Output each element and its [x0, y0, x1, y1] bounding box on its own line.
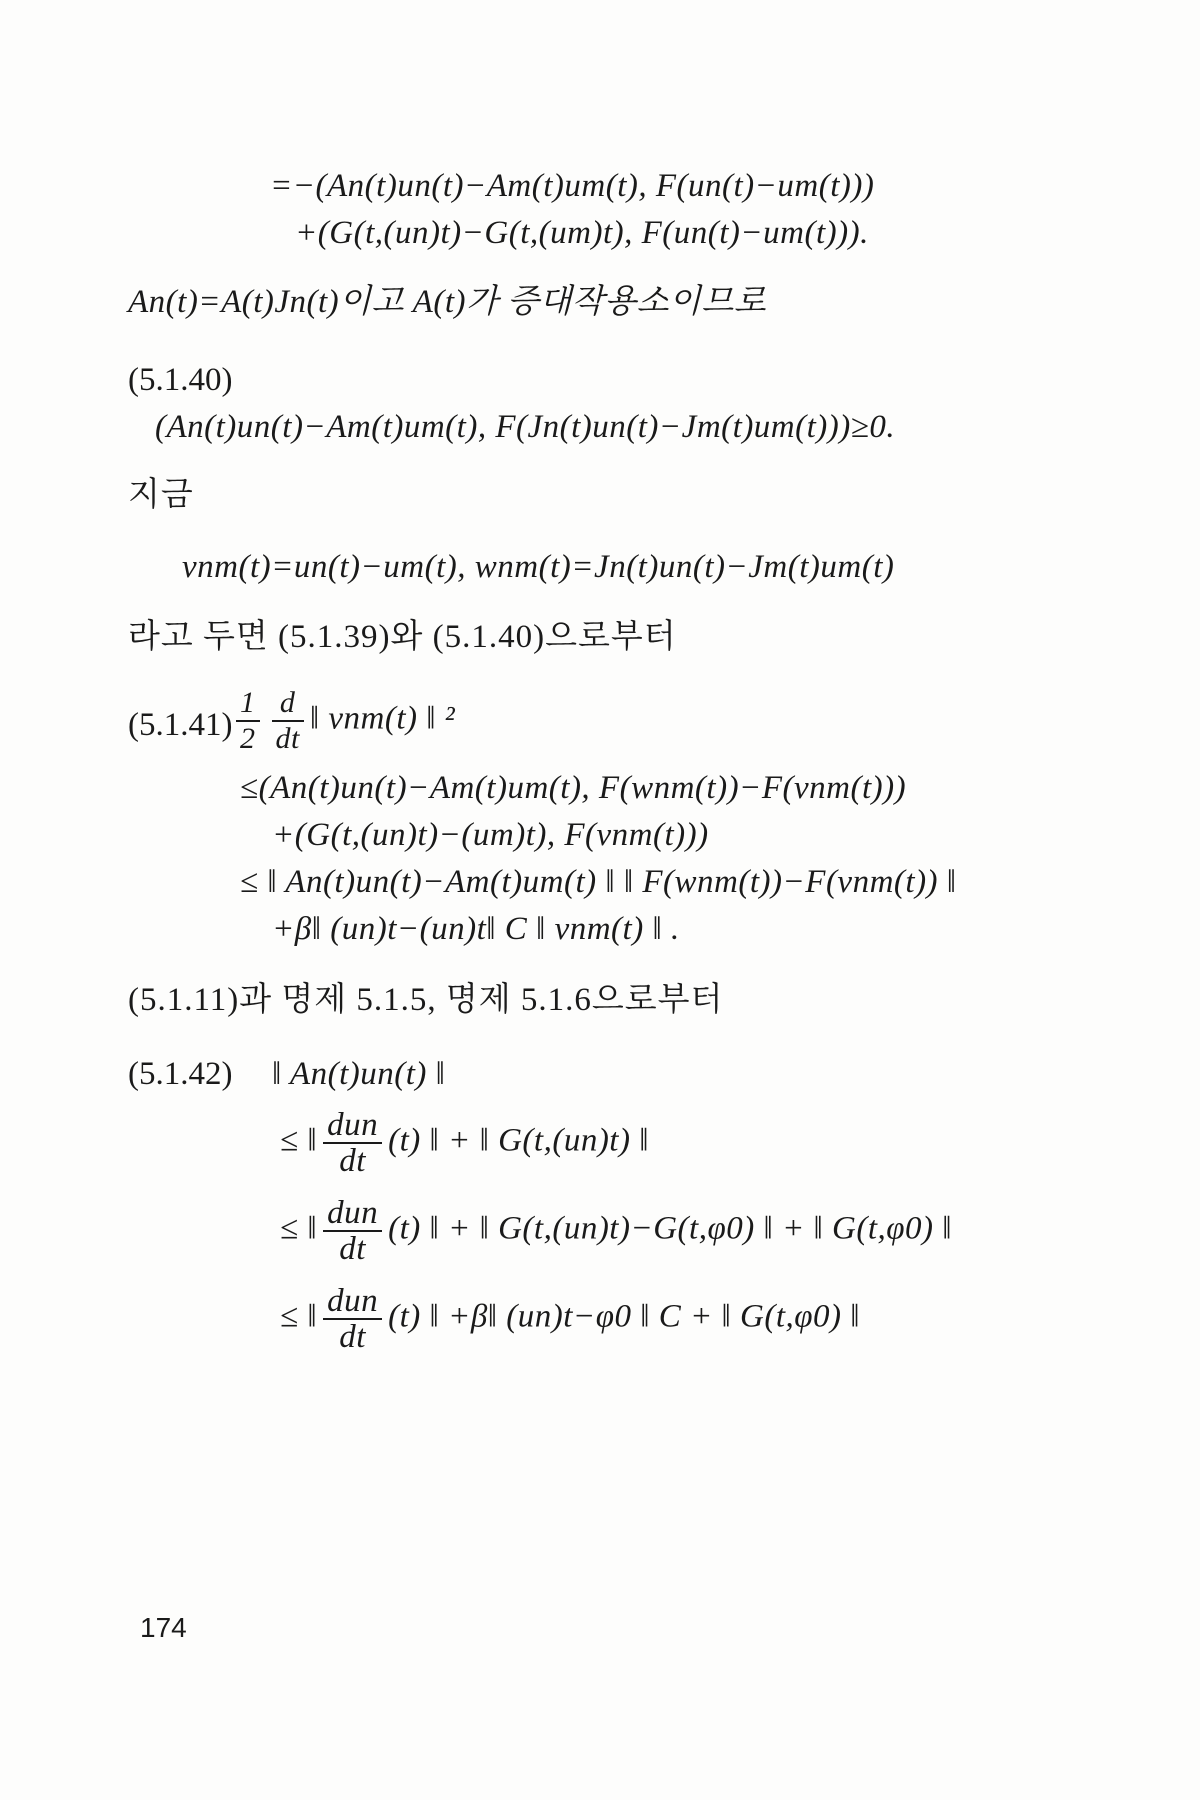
text-line-increasing-operator: An(t)=A(t)Jn(t)이고 A(t)가 증대작용소이므로 [128, 284, 767, 320]
equation-line-1: =−(An(t)un(t)−Am(t)um(t), F(un(t)−um(t))) [270, 168, 875, 204]
estimate-line-2: ≤ ‖ $\frac{\text{dun}}{dt}$ (t) ‖ + ‖ G(t,(un)t)−G(t,φ0) ‖ + ‖ G(t,φ0) ‖ [280, 1195, 953, 1267]
inequality-line-3: ≤ ‖ An(t)un(t)−Am(t)um(t) ‖ ‖ F(wnm(t))−F(vnm(t)) ‖ [240, 864, 957, 900]
equation-number-5-1-42: (5.1.42) [128, 1056, 233, 1092]
fraction-dun-dt-2: $\frac{\text{dun}}{dt}$ [323, 1196, 382, 1266]
equation-5-1-40: (An(t)un(t)−Am(t)um(t), F(Jn(t)un(t)−Jm(t)um(t)))≥0. [155, 409, 896, 445]
norm-vnm-squared: ‖ vnm(t) ‖ ² [309, 700, 456, 737]
text-line-from-propositions: (5.1.11)과 명제 5.1.5, 명제 5.1.6으로부터 [128, 982, 724, 1018]
estimate-line-1: ≤ ‖ $\frac{\text{dun}}{dt}$ (t) ‖ + ‖ G(t,(un)t) ‖ [280, 1107, 649, 1179]
estimate-line-3: ≤ ‖ $\frac{\text{dun}}{dt}$ (t) ‖ +β‖ (un)t−φ0 ‖ C + ‖ G(t,φ0) ‖ [280, 1283, 861, 1355]
text-line-from-39-40: 라고 두면 (5.1.39)와 (5.1.40)으로부터 [128, 619, 677, 655]
definition-vnm-wnm: vnm(t)=un(t)−um(t), wnm(t)=Jn(t)un(t)−Jm(t)um(t) [182, 549, 895, 585]
fraction-one-half: $\frac{1}{2}$ [236, 686, 260, 756]
equation-number-5-1-40: (5.1.40) [128, 362, 233, 398]
fraction-dun-dt-1: $\frac{\text{dun}}{dt}$ [323, 1108, 382, 1178]
inequality-line-2: +(G(t,(un)t)−(um)t), F(vnm(t))) [272, 817, 709, 853]
equation-number-5-1-41: (5.1.41) [128, 707, 233, 743]
page-number: 174 [140, 1612, 187, 1643]
inequality-line-1: ≤(An(t)un(t)−Am(t)um(t), F(wnm(t))−F(vnm(t))) [240, 770, 907, 806]
fraction-dun-dt-3: $\frac{\text{dun}}{dt}$ [323, 1284, 382, 1354]
text-line-now: 지금 [128, 477, 194, 513]
equation-5-1-41-lhs [230, 686, 455, 756]
inequality-line-4: +β‖ (un)t−(un)t‖ C ‖ vnm(t) ‖ . [272, 911, 680, 947]
equation-line-2: +(G(t,(un)t)−G(t,(um)t), F(un(t)−um(t))). [295, 215, 869, 251]
norm-An-un: ‖ An(t)un(t) ‖ [272, 1056, 446, 1092]
fraction-d-dt: $\frac{d}{dt}$ [272, 686, 304, 756]
